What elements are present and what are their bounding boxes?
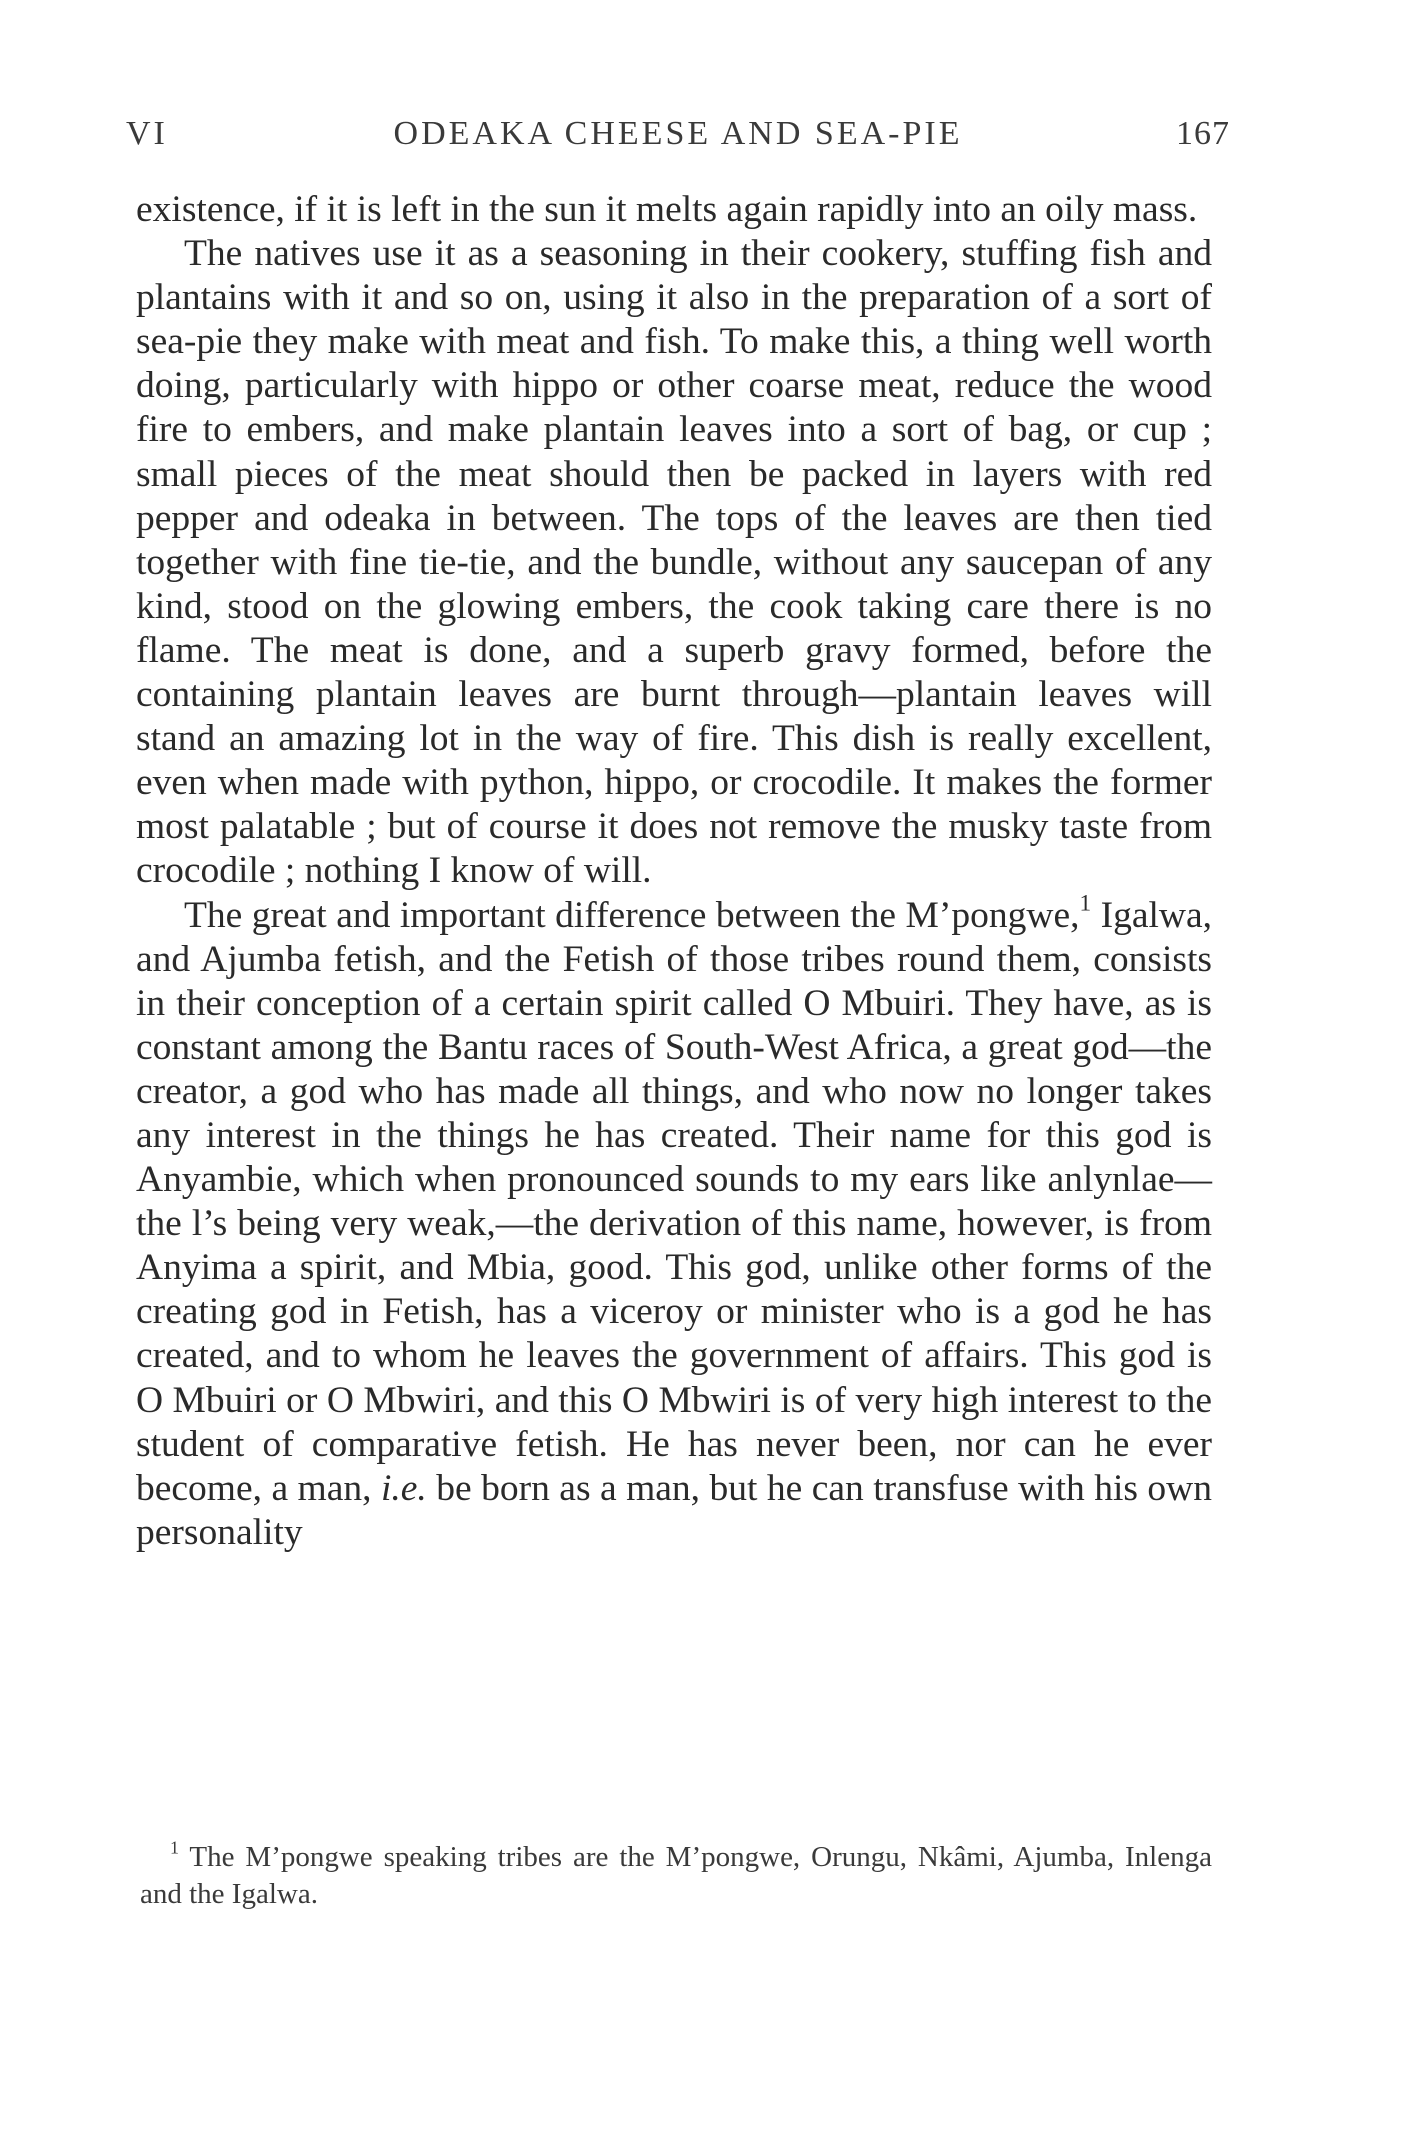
paragraph-sea-pie: The natives use it as a seasoning in their cookery, stuffing fish and plantains with it and so on, using it also in the preparation of a sort of sea-pie they make with meat and fish. To make this, a thing well worth doing, particularly with hippo or other coarse meat, reduce the wood fire to embers, and make plantain leaves into a sort of bag, or cup ; small pieces of the meat should then be packed in layers with red pepper and odeaka in between. The tops of the leaves are then tied together with fine tie-tie, and the bundle, without any saucepan of any kind, stood on the glowing embers, the cook taking care there is no flame. The meat is done, and a superb gravy formed, before the containing plantain leaves are burnt through—plantain leaves will stand an amazing lot in the way of fire. This dish is really excellent, even when made with python, hippo, or crocodile. It makes the former most palatable ; but of course it does not remove the musky taste from crocodile ; nothing I know of will. xyxy=(136,233,1212,892)
paragraph-continued: existence, if it is left in the sun it melts again rapidly into an oily mass. xyxy=(136,189,1198,230)
running-header xyxy=(126,115,1230,155)
chapter-number: VI xyxy=(126,115,168,152)
paragraph-text: The great and important difference between the M’pongwe, xyxy=(184,894,1080,936)
page-number: 167 xyxy=(1176,115,1230,152)
footnote-marker: 1 xyxy=(170,1837,179,1858)
running-title: ODEAKA CHEESE AND SEA-PIE xyxy=(393,115,963,152)
footnote-text: The M’pongwe speaking tribes are the M’pongwe, Orungu, Nkâmi, Ajumba, Inlenga and the Igalwa. xyxy=(140,1841,1212,1910)
paragraph-text: be born as a man, but he can transfuse with his own personality xyxy=(136,1467,1213,1553)
paragraph-text: Igalwa, and Ajumba fetish, and the Fetish of those tribes round them, consists in their conception of a certain spirit called O Mbuiri. They have, as is constant among the Bantu races of South-West Africa, a great god—the creator, a god who has made all things, and who now no longer takes any interest in the things he has created. Their name for this god is Anyambie, which when pronounced sounds to my ears like anlynlae—the l’s being very weak,—the derivation of this name, however, is from Anyima a spirit, and Mbia, good. This god, unlike other forms of the creating god in Fetish, has a viceroy or minister who is a god he has created, and to whom he leaves the government of affairs. This god is O Mbuiri or O Mbwiri, and this O Mbwiri is of very high interest to the student of comparative fetish. He has never been, nor can he ever become, a man, xyxy=(136,894,1212,1509)
footnote-reference: 1 xyxy=(1079,890,1092,917)
paragraph-mbuiri xyxy=(136,890,1213,1555)
italic-abbreviation: i.e. xyxy=(380,1467,427,1509)
body-text xyxy=(136,188,1212,1555)
footnote xyxy=(140,1839,1212,1913)
